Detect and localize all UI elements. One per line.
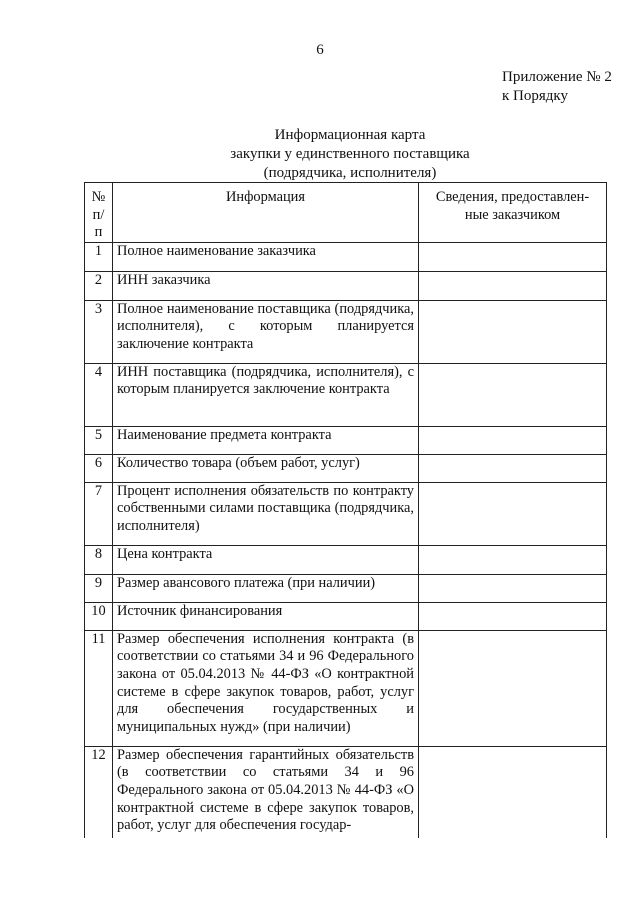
- row-text: ИНН заказчика: [113, 271, 419, 300]
- row-number: 4: [85, 363, 113, 426]
- row-value: [419, 426, 607, 454]
- table-row: [85, 545, 607, 574]
- header-num: № п/п: [85, 183, 113, 243]
- table-row: [85, 271, 607, 300]
- page-number: 6: [316, 42, 324, 58]
- row-value: [419, 454, 607, 482]
- header-info: Информация: [113, 183, 419, 243]
- row-value: [419, 574, 607, 602]
- row-text: ИНН поставщика (подрядчика, исполнителя), с которым планируется заключение контракта: [113, 363, 419, 426]
- row-value: [419, 242, 607, 271]
- row-text: Размер авансового платежа (при наличии): [113, 574, 419, 602]
- title-line-2: закупки у единственного поставщика: [230, 146, 470, 162]
- table-row: [85, 242, 607, 271]
- title-line-3: (подрядчика, исполнителя): [263, 165, 437, 181]
- table-header-row: [85, 183, 607, 243]
- table-row: [85, 363, 607, 426]
- annex-line-1: Приложение № 2: [502, 69, 612, 85]
- header-value: Сведения, предоставлен- ные заказчиком: [419, 183, 607, 243]
- row-text: Процент исполнения обязательств по контракту собственными силами поставщика (подрядчика, исполнителя): [113, 482, 419, 545]
- row-text: Количество товара (объем работ, услуг): [113, 454, 419, 482]
- row-number: 9: [85, 574, 113, 602]
- row-number: 5: [85, 426, 113, 454]
- row-number: 1: [85, 242, 113, 271]
- row-text: Наименование предмета контракта: [113, 426, 419, 454]
- title-line-1: Информационная карта: [274, 127, 426, 143]
- row-value: [419, 630, 607, 746]
- row-number: 12: [85, 746, 113, 838]
- row-value: [419, 602, 607, 630]
- table-row: [85, 482, 607, 545]
- row-number: 10: [85, 602, 113, 630]
- row-number: 7: [85, 482, 113, 545]
- table-row: [85, 426, 607, 454]
- row-value: [419, 363, 607, 426]
- table-row: [85, 602, 607, 630]
- annex-reference: [502, 68, 612, 106]
- row-number: 8: [85, 545, 113, 574]
- row-text: Источник финансирования: [113, 602, 419, 630]
- row-text: Полное наименование поставщика (подрядчика, исполнителя), с которым планируется заключение контракта: [113, 300, 419, 363]
- info-card-table: [84, 182, 607, 838]
- annex-line-2: к Порядку: [502, 88, 568, 104]
- row-number: 3: [85, 300, 113, 363]
- row-number: 2: [85, 271, 113, 300]
- table-row: [85, 746, 607, 838]
- document-title: [200, 126, 500, 183]
- row-value: [419, 482, 607, 545]
- row-text: Цена контракта: [113, 545, 419, 574]
- row-text: Размер обеспечения исполнения контракта (в соответствии со статьями 34 и 96 Федерального закона от 05.04.2013 № 44-ФЗ «О контрактной системе в сфере закупок товаров, работ, услуг для обеспечения государственных и муниципальных нужд» (при наличии): [113, 630, 419, 746]
- row-value: [419, 271, 607, 300]
- row-value: [419, 746, 607, 838]
- table-row: [85, 454, 607, 482]
- table-row: [85, 300, 607, 363]
- row-text: Размер обеспечения гарантийных обязательств (в соответствии со статьями 34 и 96 Федерального закона от 05.04.2013 № 44-ФЗ «О контрактной системе в сфере закупок товаров, работ, услуг для обеспечения государ-: [113, 746, 419, 838]
- row-number: 6: [85, 454, 113, 482]
- table-row: [85, 630, 607, 746]
- table-row: [85, 574, 607, 602]
- row-number: 11: [85, 630, 113, 746]
- row-text: Полное наименование заказчика: [113, 242, 419, 271]
- row-value: [419, 545, 607, 574]
- row-value: [419, 300, 607, 363]
